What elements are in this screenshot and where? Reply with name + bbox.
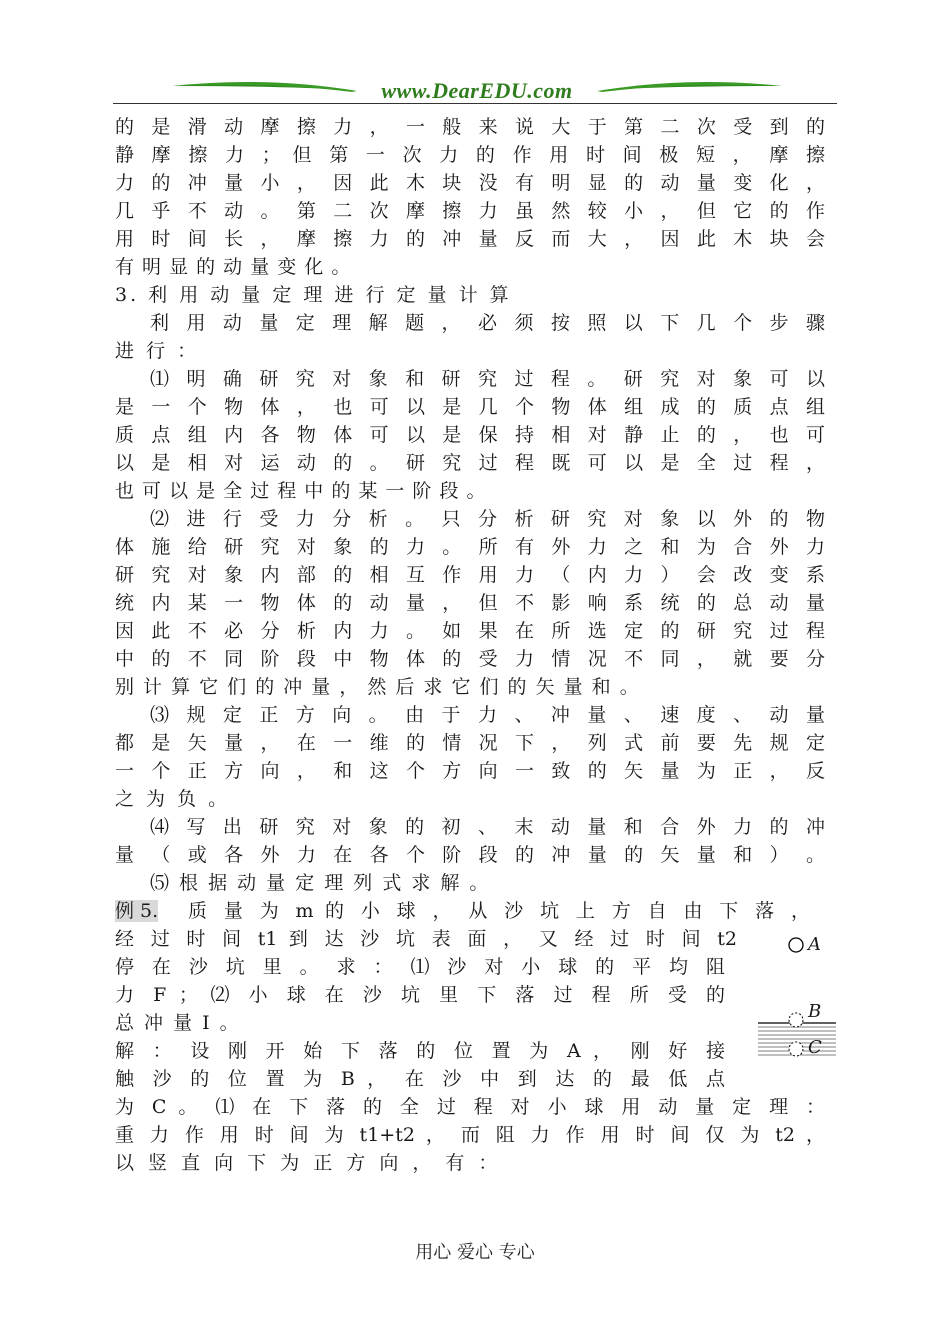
ball-position-a-icon — [789, 938, 803, 952]
step-4: ⑷ 写 出 研 究 对 象 的 初 、 末 动 量 和 合 外 力 的 冲 — [150, 816, 825, 838]
body-line: 因 此 不 必 分 析 内 力 。 如 果 在 所 选 定 的 研 究 过 程 — [115, 620, 825, 642]
sand-pit-diagram — [752, 928, 842, 1068]
body-line: 统 内 某 一 物 体 的 动 量 ， 但 不 影 响 系 统 的 总 动 量 — [115, 592, 825, 614]
solution-line: 为 C 。 ⑴ 在 下 落 的 全 过 程 对 小 球 用 动 量 定 理 ： — [115, 1096, 825, 1118]
label-b: B — [808, 1001, 822, 1022]
body-line: 体 施 给 研 究 对 象 的 力 。 所 有 外 力 之 和 为 合 外 力 — [115, 536, 825, 558]
body-line: 有 明 显 的 动 量 变 化 。 — [115, 256, 352, 278]
body-line: 静 摩 擦 力 ； 但 第 一 次 力 的 作 用 时 间 极 短 ， 摩 擦 — [115, 144, 825, 166]
body-line: 一 个 正 方 向 ， 和 这 个 方 向 一 致 的 矢 量 为 正 ， 反 — [115, 760, 825, 782]
page-footer: 用心 爱心 专心 — [415, 1242, 535, 1263]
body-line: 之 为 负 。 — [115, 788, 231, 810]
body-line: 是 一 个 物 体 ， 也 可 以 是 几 个 物 体 组 成 的 质 点 组 — [115, 396, 825, 418]
ball-position-b-icon — [789, 1013, 803, 1027]
label-c: C — [808, 1037, 822, 1058]
body-line: 质 点 组 内 各 物 体 可 以 是 保 持 相 对 静 止 的 ， 也 可 — [115, 424, 825, 446]
body-line: 用 时 间 长 ， 摩 擦 力 的 冲 量 反 而 大 ， 因 此 木 块 会 — [115, 228, 825, 250]
example-line: 经 过 时 间 t1 到 达 沙 坑 表 面 ， 又 经 过 时 间 t2 — [115, 928, 737, 950]
example-line: 质 量 为 m 的 小 球 ， 从 沙 坑 上 方 自 由 下 落 ， — [188, 900, 810, 922]
step-5: ⑸ 根 据 动 量 定 理 列 式 求 解 。 — [150, 872, 491, 894]
body-line: 几 乎 不 动 。 第 二 次 摩 擦 力 虽 然 较 小 ， 但 它 的 作 — [115, 200, 825, 222]
body-line: 别 计 算 它 们 的 冲 量 ， 然 后 求 它 们 的 矢 量 和 。 — [115, 676, 641, 698]
example-label — [115, 897, 173, 925]
body-line: 都 是 矢 量 ， 在 一 维 的 情 况 下 ， 列 式 前 要 先 规 定 — [115, 732, 825, 754]
ball-position-c-icon — [789, 1042, 803, 1056]
body-line: 以 是 相 对 运 动 的 。 研 究 过 程 既 可 以 是 全 过 程 ， — [115, 452, 825, 474]
step-1: ⑴ 明 确 研 究 对 象 和 研 究 过 程 。 研 究 对 象 可 以 — [150, 368, 825, 390]
header-divider — [113, 103, 837, 104]
step-3: ⑶ 规 定 正 方 向 。 由 于 力 、 冲 量 、 速 度 、 动 量 — [150, 704, 825, 726]
example-line: 停 在 沙 坑 里 。 求 ： ⑴ 沙 对 小 球 的 平 均 阻 — [115, 956, 725, 978]
header-logo — [172, 76, 782, 106]
body-line: 量 （ 或 各 外 力 在 各 个 阶 段 的 冲 量 的 矢 量 和 ） 。 — [115, 844, 825, 866]
body-line: 力 的 冲 量 小 ， 因 此 木 块 没 有 明 显 的 动 量 变 化 ， — [115, 172, 825, 194]
body-line: 利 用 动 量 定 理 解 题 ， 必 须 按 照 以 下 几 个 步 骤 — [150, 312, 825, 334]
body-line: 进 行 ： — [115, 340, 200, 362]
body-line: 研 究 对 象 内 部 的 相 互 作 用 力 （ 内 力 ） 会 改 变 系 — [115, 564, 825, 586]
solution-line: 触 沙 的 位 置 为 B ， 在 沙 中 到 达 的 最 低 点 — [115, 1068, 725, 1090]
example-line: 总 冲 量 I 。 — [115, 1012, 241, 1034]
body-line: 也 可 以 是 全 过 程 中 的 某 一 阶 段 。 — [115, 480, 487, 502]
label-a: A — [808, 934, 821, 955]
solution-line: 解 ： 设 刚 开 始 下 落 的 位 置 为 A ， 刚 好 接 — [115, 1040, 725, 1062]
example-line: 力 F ； ⑵ 小 球 在 沙 坑 里 下 落 过 程 所 受 的 — [115, 984, 725, 1006]
body-line: 中 的 不 同 阶 段 中 物 体 的 受 力 情 况 不 同 ， 就 要 分 — [115, 648, 825, 670]
solution-line: 以 竖 直 向 下 为 正 方 向 ， 有 ： — [115, 1152, 502, 1174]
example-label-text: 例 5. — [115, 900, 159, 922]
solution-line: 重 力 作 用 时 间 为 t1+t2 ， 而 阻 力 作 用 时 间 仅 为 t2 ， — [115, 1124, 825, 1146]
section-heading: 3. 利 用 动 量 定 理 进 行 定 量 计 算 — [115, 284, 512, 306]
body-line: 的 是 滑 动 摩 擦 力 ， 一 般 来 说 大 于 第 二 次 受 到 的 — [115, 116, 825, 138]
step-2: ⑵ 进 行 受 力 分 析 。 只 分 析 研 究 对 象 以 外 的 物 — [150, 508, 825, 530]
site-name[interactable]: www.DearEDU.com — [381, 78, 573, 103]
